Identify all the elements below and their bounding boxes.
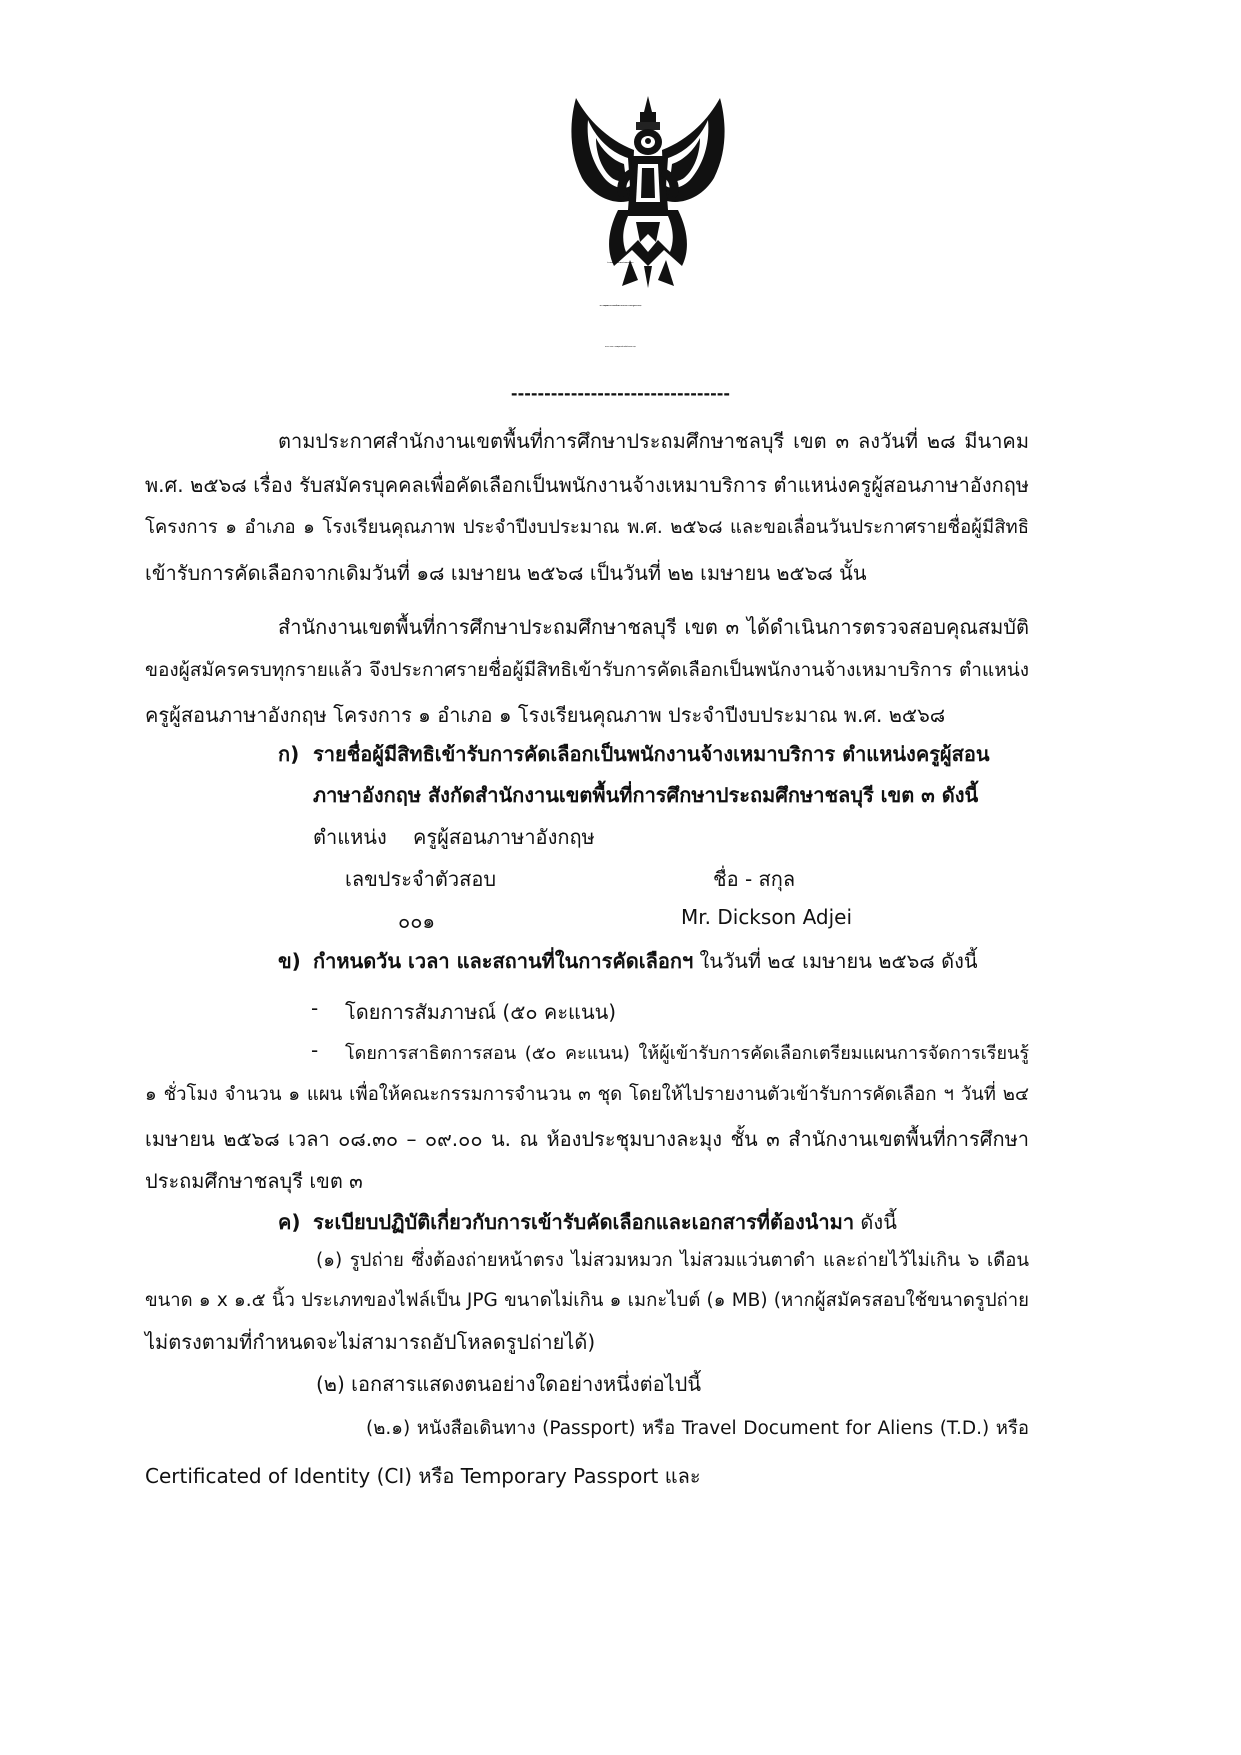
position-label: ตำแหน่ง <box>313 825 387 849</box>
demo-item-line3: เมษายน ๒๕๖๘ เวลา ๐๘.๓๐ – ๐๙.๐๐ น. ณ ห้องประชุมบางละมุง ชั้น ๓ สำนักงานเขตพื้นที่การศึกษา <box>145 1127 1029 1151</box>
photo-req-line1: (๑) รูปถ่าย ซึ่งต้องถ่ายหน้าตรง ไม่สวมหมวก ไม่สวมแว่นตาดำ และถ่ายไว้ไม่เกิน ๖ เดือน <box>316 1250 1029 1271</box>
section-a-marker: ก) <box>278 742 300 766</box>
demo-item-line4: ประถมศึกษาชลบุรี เขต ๓ <box>145 1169 363 1193</box>
section-b-heading-line <box>313 945 978 977</box>
section-c-heading-line <box>313 1206 897 1238</box>
interview-item: โดยการสัมภาษณ์ (๕๐ คะแนน) <box>345 1000 617 1024</box>
section-a-line1: รายชื่อผู้มีสิทธิเข้ารับการคัดเลือกเป็นพนักงานจ้างเหมาบริการ ตำแหน่งครูผู้สอน <box>313 742 990 766</box>
para2-line2: ของผู้สมัครครบทุกรายแล้ว จึงประกาศรายชื่อผู้มีสิทธิเข้ารับการคัดเลือกเป็นพนักงานจ้างเหมาบริการ ตำแหน่ง <box>145 659 1029 681</box>
passport-line2: Certificated of Identity (CI) หรือ Temporary Passport และ <box>145 1464 701 1488</box>
para1-line3: โครงการ ๑ อำเภอ ๑ โรงเรียนคุณภาพ ประจำปีงบประมาณ พ.ศ. ๒๕๖๘ และขอเลื่อนวันประกาศรายชื่อผู้มีสิทธิ <box>145 517 1029 538</box>
column-header-exam-id: เลขประจำตัวสอบ <box>345 867 497 891</box>
garuda-emblem-icon <box>548 90 748 290</box>
doc-project: โครงการ ๑ อำเภอ ๑ โรงเรียนคุณภาพ ประจำปีงบประมาณ พ.ศ. ๒๕๖๘ <box>605 347 636 348</box>
photo-req-line2: ขนาด ๑ x ๑.๕ นิ้ว ประเภทของไฟล์เป็น JPG ขนาดไม่เกิน ๑ เมกะไบต์ (๑ MB) (หากผู้สมัครสอบใช้ขนาดรูปถ่าย <box>145 1290 1029 1311</box>
section-b-heading: กำหนดวัน เวลา และสถานที่ในการคัดเลือกฯ <box>313 949 694 973</box>
photo-req-line3: ไม่ตรงตามที่กำหนดจะไม่สามารถอัปโหลดรูปถ่ายได้) <box>145 1330 596 1354</box>
section-c-marker: ค) <box>278 1210 301 1234</box>
column-header-name: ชื่อ - สกุล <box>713 867 796 891</box>
passport-line1: (๒.๑) หนังสือเดินทาง (Passport) หรือ Travel Document for Aliens (T.D.) หรือ <box>366 1418 1029 1439</box>
section-a-line2: ภาษาอังกฤษ สังกัดสำนักงานเขตพื้นที่การศึกษาประถมศึกษาชลบุรี เขต ๓ ดังนี้ <box>313 783 979 807</box>
title-separator: --------------------------------- <box>510 384 731 403</box>
doc-subject: เรื่อง รายชื่อผู้มีสิทธิเข้ารับการคัดเลือกเป็นพนักงานจ้างเหมาบริการ ตำแหน่งครูผู้สอนภาษาอังกฤษ <box>599 306 642 307</box>
id-docs-heading: (๒) เอกสารแสดงตนอย่างใดอย่างหนึ่งต่อไปนี้ <box>316 1372 702 1396</box>
para2-line3: ครูผู้สอนภาษาอังกฤษ โครงการ ๑ อำเภอ ๑ โรงเรียนคุณภาพ ประจำปีงบประมาณ พ.ศ. ๒๕๖๘ <box>145 703 946 727</box>
position-value: ครูผู้สอนภาษาอังกฤษ <box>413 825 595 849</box>
para1-line2: พ.ศ. ๒๕๖๘ เรื่อง รับสมัครบุคคลเพื่อคัดเลือกเป็นพนักงานจ้างเหมาบริการ ตำแหน่งครูผู้สอนภาษาอังกฤษ <box>145 473 1029 497</box>
demo-item-line2: ๑ ชั่วโมง จำนวน ๑ แผน เพื่อให้คณะกรรมการจำนวน ๓ ชุด โดยให้ไปรายงานตัวเข้ารับการคัดเลือก ฯ วันที่ ๒๔ <box>145 1084 1029 1105</box>
section-c-heading-rest: ดังนี้ <box>854 1210 897 1234</box>
bullet-2: - <box>311 1038 319 1062</box>
table-row-name: Mr. Dickson Adjei <box>681 905 853 929</box>
para2-line1: สำนักงานเขตพื้นที่การศึกษาประถมศึกษาชลบุรี เขต ๓ ได้ดำเนินการตรวจสอบคุณสมบัติ <box>278 615 1029 639</box>
bullet-1: - <box>311 996 319 1020</box>
section-c-heading: ระเบียบปฏิบัติเกี่ยวกับการเข้ารับคัดเลือกและเอกสารที่ต้องนำมา <box>313 1210 855 1234</box>
demo-item-line1: โดยการสาธิตการสอน (๕๐ คะแนน) ให้ผู้เข้ารับการคัดเลือกเตรียมแผนการจัดการเรียนรู้ <box>345 1043 1029 1064</box>
para1-line4: เข้ารับการคัดเลือกจากเดิมวันที่ ๑๘ เมษายน ๒๕๖๘ เป็นวันที่ ๒๒ เมษายน ๒๕๖๘ นั้น <box>145 561 867 585</box>
section-b-heading-rest: ในวันที่ ๒๔ เมษายน ๒๕๖๘ ดังนี้ <box>693 949 978 973</box>
para1-line1: ตามประกาศสำนักงานเขตพื้นที่การศึกษาประถมศึกษาชลบุรี เขต ๓ ลงวันที่ ๒๘ มีนาคม <box>278 429 1029 453</box>
table-row-exam-id: ๐๐๑ <box>398 909 436 933</box>
doc-title: ประกาศสำนักงานเขตพื้นที่การศึกษาประถมศึกษาชลบุรี เขต ๓ <box>607 263 634 264</box>
section-b-marker: ข) <box>278 949 301 973</box>
